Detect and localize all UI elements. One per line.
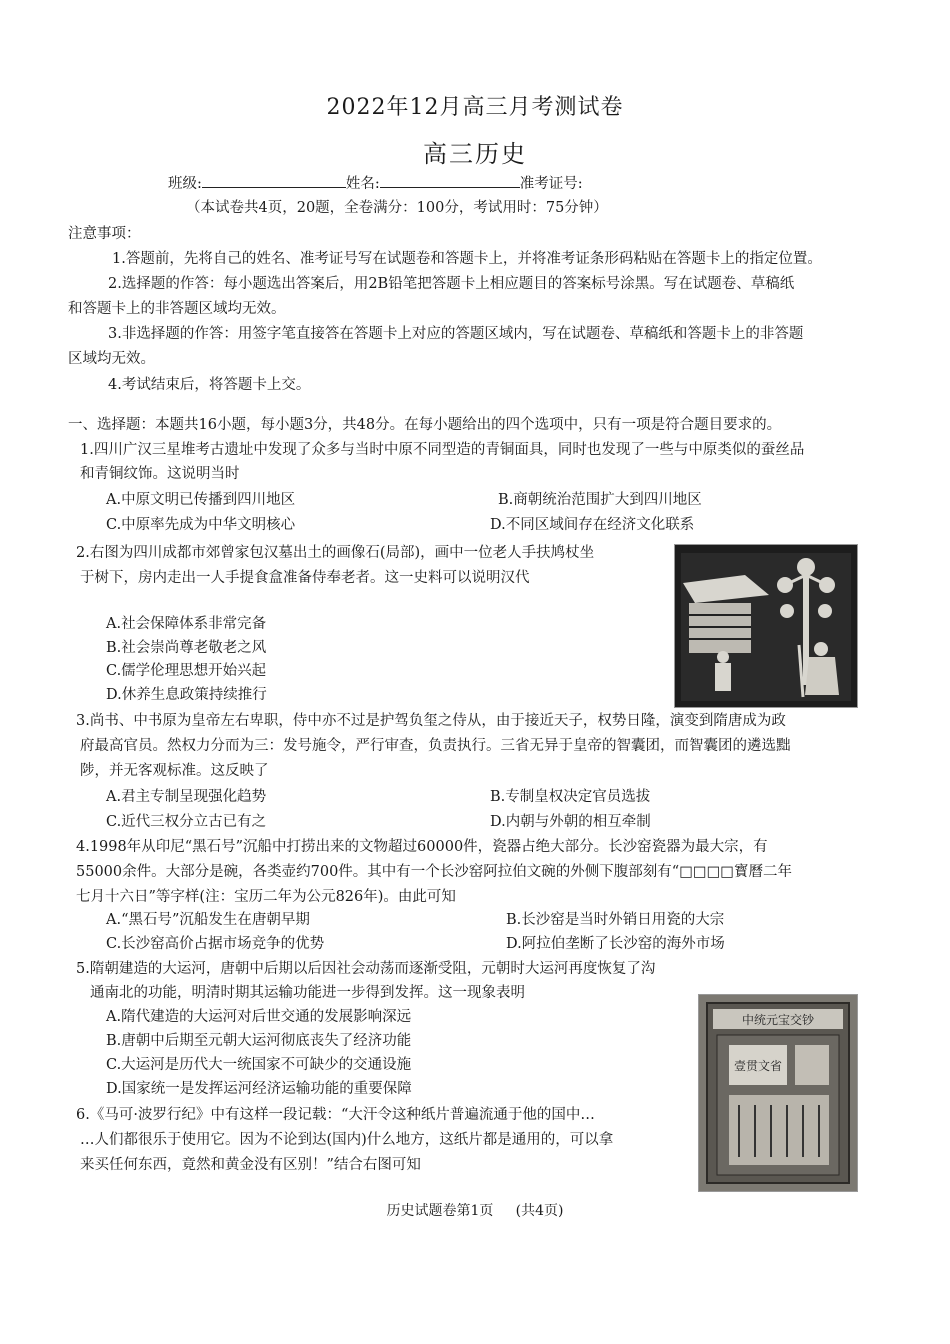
q1-stem: 1.四川广汉三星堆考古遗址中发现了众多与当时中原不同型造的青铜面具，同时也发现了一些与中原类似的蚕丝品 xyxy=(80,442,805,458)
class-blank[interactable] xyxy=(202,173,346,188)
q1-option-a[interactable]: A.中原文明已传播到四川地区 xyxy=(106,492,296,508)
notes-heading: 注意事项： xyxy=(68,226,141,242)
exam-info: （本试卷共4页，20题，全卷满分：100分，考试用时：75分钟） xyxy=(186,200,608,216)
note-1: 1.答题前，先将自己的姓名、准考证号写在试题卷和答题卡上，并将准考证条形码粘贴在答题卡上的指定位置。 xyxy=(112,251,822,267)
q5-option-b[interactable]: B.唐朝中后期至元朝大运河彻底丧失了经济功能 xyxy=(106,1033,412,1049)
candidate-info-row xyxy=(168,172,583,193)
q6-stem: 6.《马可·波罗行纪》中有这样一段记载：“大汗令这种纸片普遍流通于他的国中… xyxy=(76,1107,595,1123)
exam-title: 2022年12月高三月考测试卷 xyxy=(326,95,624,120)
q2-option-c[interactable]: C.儒学伦理思想开始兴起 xyxy=(106,663,267,679)
q3-option-b[interactable]: B.专制皇权决定官员选拔 xyxy=(490,789,651,805)
q2-option-d[interactable]: D.休养生息政策持续推行 xyxy=(106,687,267,703)
q4-option-a[interactable]: A.“黑石号”沉船发生在唐朝早期 xyxy=(106,912,310,928)
note-4: 4.考试结束后，将答题卡上交。 xyxy=(108,377,311,393)
q3-stem: 3.尚书、中书原为皇帝左右卑职，侍中亦不过是护驾负玺之侍从，由于接近天子，权势日隆，演变到隋唐成为政 xyxy=(76,713,786,729)
banknote-denomination: 壹贯文省 xyxy=(733,1059,783,1073)
banknote-title: 中统元宝交钞 xyxy=(741,1013,815,1027)
q1-option-b[interactable]: B.商朝统治范围扩大到四川地区 xyxy=(498,492,702,508)
q5-stem: 5.隋朝建造的大运河，唐朝中后期以后因社会动荡而逐渐受阻，元朝时大运河再度恢复了沟 xyxy=(76,961,656,977)
note-3: 3.非选择题的作答：用签字笔直接答在答题卡上对应的答题区域内，写在试题卷、草稿纸和答题卡上的非答题 xyxy=(108,326,804,342)
stone-relief-drawing xyxy=(675,545,857,707)
q5-option-a[interactable]: A.隋代建造的大运河对后世交通的发展影响深远 xyxy=(106,1009,412,1025)
page-footer xyxy=(0,1200,950,1220)
class-label: 班级: xyxy=(168,176,202,192)
q2-stem: 2.右图为四川成都市郊曾家包汉墓出土的画像石(局部)，画中一位老人手扶鸠杖坐 xyxy=(76,545,595,561)
q3-stem-cont-1: 府最高官员。然权力分而为三：发号施令，严行审查，负责执行。三省无异于皇帝的智囊团，而智囊团的遴选黜 xyxy=(80,738,791,754)
q4-option-d[interactable]: D.阿拉伯垄断了长沙窑的海外市场 xyxy=(506,936,725,952)
q1-option-c[interactable]: C.中原率先成为中华文明核心 xyxy=(106,517,296,533)
q5-stem-cont: 通南北的功能，明清时期其运输功能进一步得到发挥。这一现象表明 xyxy=(90,985,525,1001)
exam-subject: 高三历史 xyxy=(423,140,527,168)
q4-stem: 4.1998年从印尼“黑石号”沉船中打捞出来的文物超过60000件，瓷器占绝大部分。长沙窑瓷器为最大宗，有 xyxy=(76,839,768,855)
section-heading: 一、选择题：本题共16小题，每小题3分，共48分。在每小题给出的四个选项中，只有一项是符合题目要求的。 xyxy=(68,417,782,433)
q6-stem-cont-1: …人们都很乐于使用它。因为不论到达(国内)什么地方，这纸片都是通用的，可以拿 xyxy=(80,1132,614,1148)
banknote-drawing xyxy=(699,995,857,1191)
q3-option-c[interactable]: C.近代三权分立古已有之 xyxy=(106,814,267,830)
q4-stem-cont-2: 七月十六日”等字样(注：宝历二年为公元826年)。由此可知 xyxy=(76,889,456,905)
q6-banknote-image xyxy=(698,994,858,1192)
note-3-cont: 区域均无效。 xyxy=(68,351,155,367)
q2-stone-relief-image xyxy=(674,544,858,708)
q4-stem-cont-1: 55000余件。大部分是碗，各类壶约700件。其中有一个长沙窑阿拉伯文碗的外侧下腹部刻有“□□□□寳曆二年 xyxy=(76,864,793,880)
note-2: 2.选择题的作答：每小题选出答案后，用2B铅笔把答题卡上相应题目的答案标号涂黑。写在试题卷、草稿纸 xyxy=(108,276,795,292)
note-2-cont: 和答题卡上的非答题区域均无效。 xyxy=(68,301,286,317)
footer-page-number: 历史试题卷第1页 xyxy=(386,1203,494,1219)
q2-option-a[interactable]: A.社会保障体系非常完备 xyxy=(106,616,267,632)
q4-option-c[interactable]: C.长沙窑高价占据市场竞争的优势 xyxy=(106,936,325,952)
q5-option-c[interactable]: C.大运河是历代大一统国家不可缺少的交通设施 xyxy=(106,1057,412,1073)
exam-id-label: 准考证号: xyxy=(519,176,583,192)
q1-option-d[interactable]: D.不同区域间存在经济文化联系 xyxy=(490,517,695,533)
q1-stem-cont: 和青铜纹饰。这说明当时 xyxy=(80,466,240,482)
q3-option-d[interactable]: D.内朝与外朝的相互牵制 xyxy=(490,814,651,830)
name-label: 姓名: xyxy=(345,176,380,192)
q6-stem-cont-2: 来买任何东西，竟然和黄金没有区别！”结合右图可知 xyxy=(80,1157,421,1173)
footer-total-pages: (共4页) xyxy=(515,1203,564,1219)
q4-option-b[interactable]: B.长沙窑是当时外销日用瓷的大宗 xyxy=(506,912,725,928)
q3-option-a[interactable]: A.君主专制呈现强化趋势 xyxy=(106,789,267,805)
q5-option-d[interactable]: D.国家统一是发挥运河经济运输功能的重要保障 xyxy=(106,1081,412,1097)
q2-option-b[interactable]: B.社会崇尚尊老敬老之风 xyxy=(106,640,267,656)
name-blank[interactable] xyxy=(380,173,520,188)
q3-stem-cont-2: 陟，并无客观标准。这反映了 xyxy=(80,763,269,779)
q2-stem-cont: 于树下，房内走出一人手提食盒准备侍奉老者。这一史料可以说明汉代 xyxy=(80,570,530,586)
